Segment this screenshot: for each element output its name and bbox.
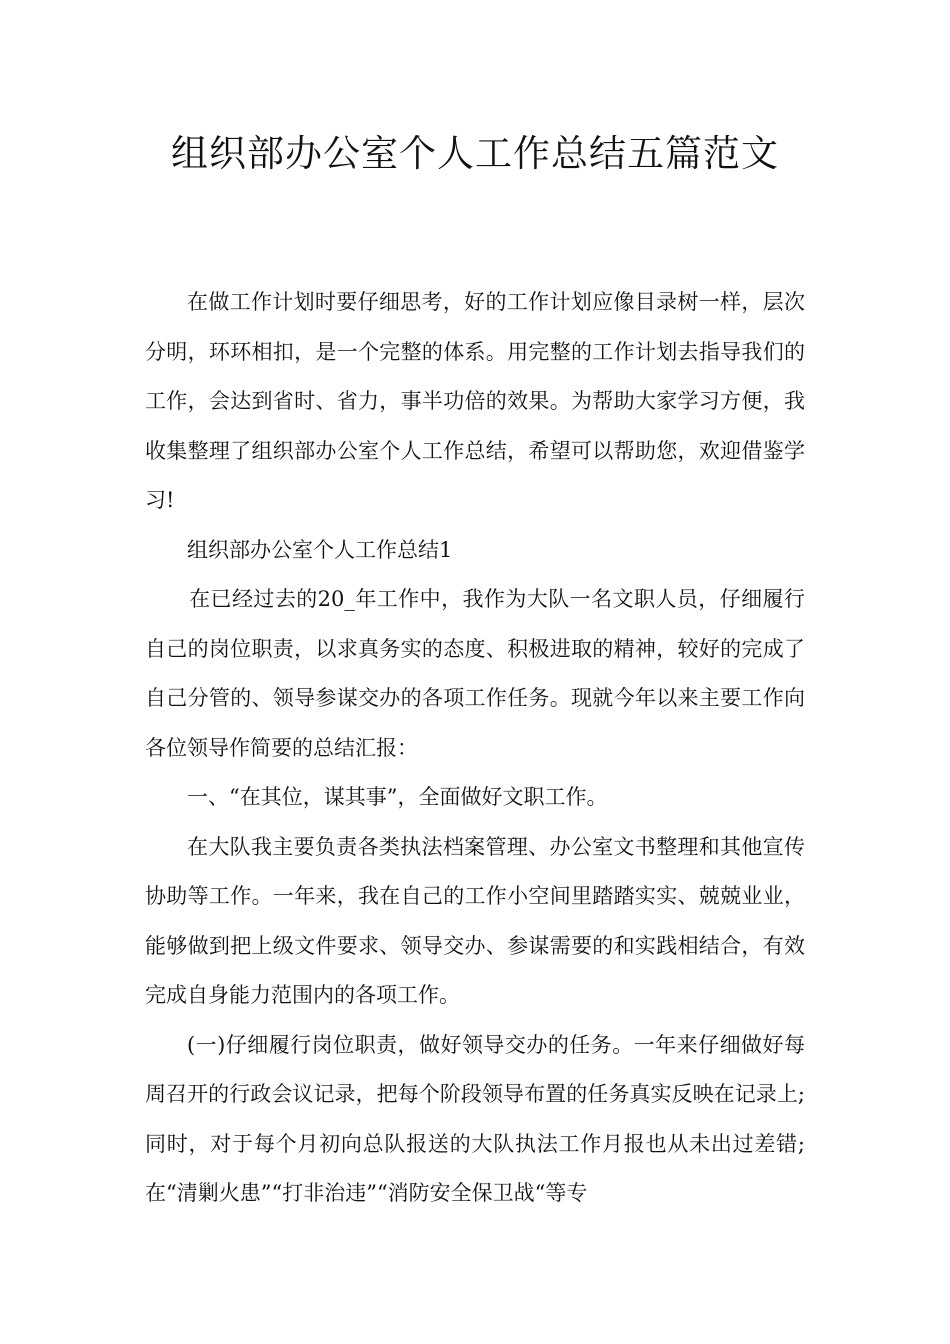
- section-heading-1: 组织部办公室个人工作总结1: [187, 537, 453, 562]
- summary-paragraph-1: 在已经过去的20_年工作中，我作为大队一名文职人员，仔细履行自己的岗位职责，以求真务实的态度、积极进取的精神，较好的完成了自己分管的、领导参谋交办的各项工作任务。现就今年以来主要工作向各位领导作简要的总结汇报：: [145, 587, 805, 760]
- duties-detail-paragraph: (一)仔细履行岗位职责，做好领导交办的任务。一年来仔细做好每周召开的行政会议记录，把每个阶段领导布置的任务真实反映在记录上;同时，对于每个月初向总队报送的大队执法工作月报也从未出过差错;在“清剿火患”“打非治违”“消防安全保卫战“等专: [145, 1032, 805, 1205]
- intro-paragraph: 在做工作计划时要仔细思考，好的工作计划应像目录树一样，层次分明，环环相扣，是一个完整的体系。用完整的工作计划去指导我们的工作，会达到省时、省力，事半功倍的效果。为帮助大家学习方便，我收集整理了组织部办公室个人工作总结，希望可以帮助您，欢迎借鉴学习!: [145, 290, 805, 512]
- duties-paragraph: 在大队我主要负责各类执法档案管理、办公室文书整理和其他宣传协助等工作。一年来，我在自己的工作小空间里踏踏实实、兢兢业业，能够做到把上级文件要求、领导交办、参谋需要的和实践相结合，有效完成自身能力范围内的各项工作。: [145, 834, 805, 1007]
- document-body: [145, 278, 805, 1219]
- subsection-heading-1: 一、“在其位，谋其事”，全面做好文职工作。: [187, 785, 608, 809]
- document-title: 组织部办公室个人工作总结五篇范文: [171, 132, 779, 175]
